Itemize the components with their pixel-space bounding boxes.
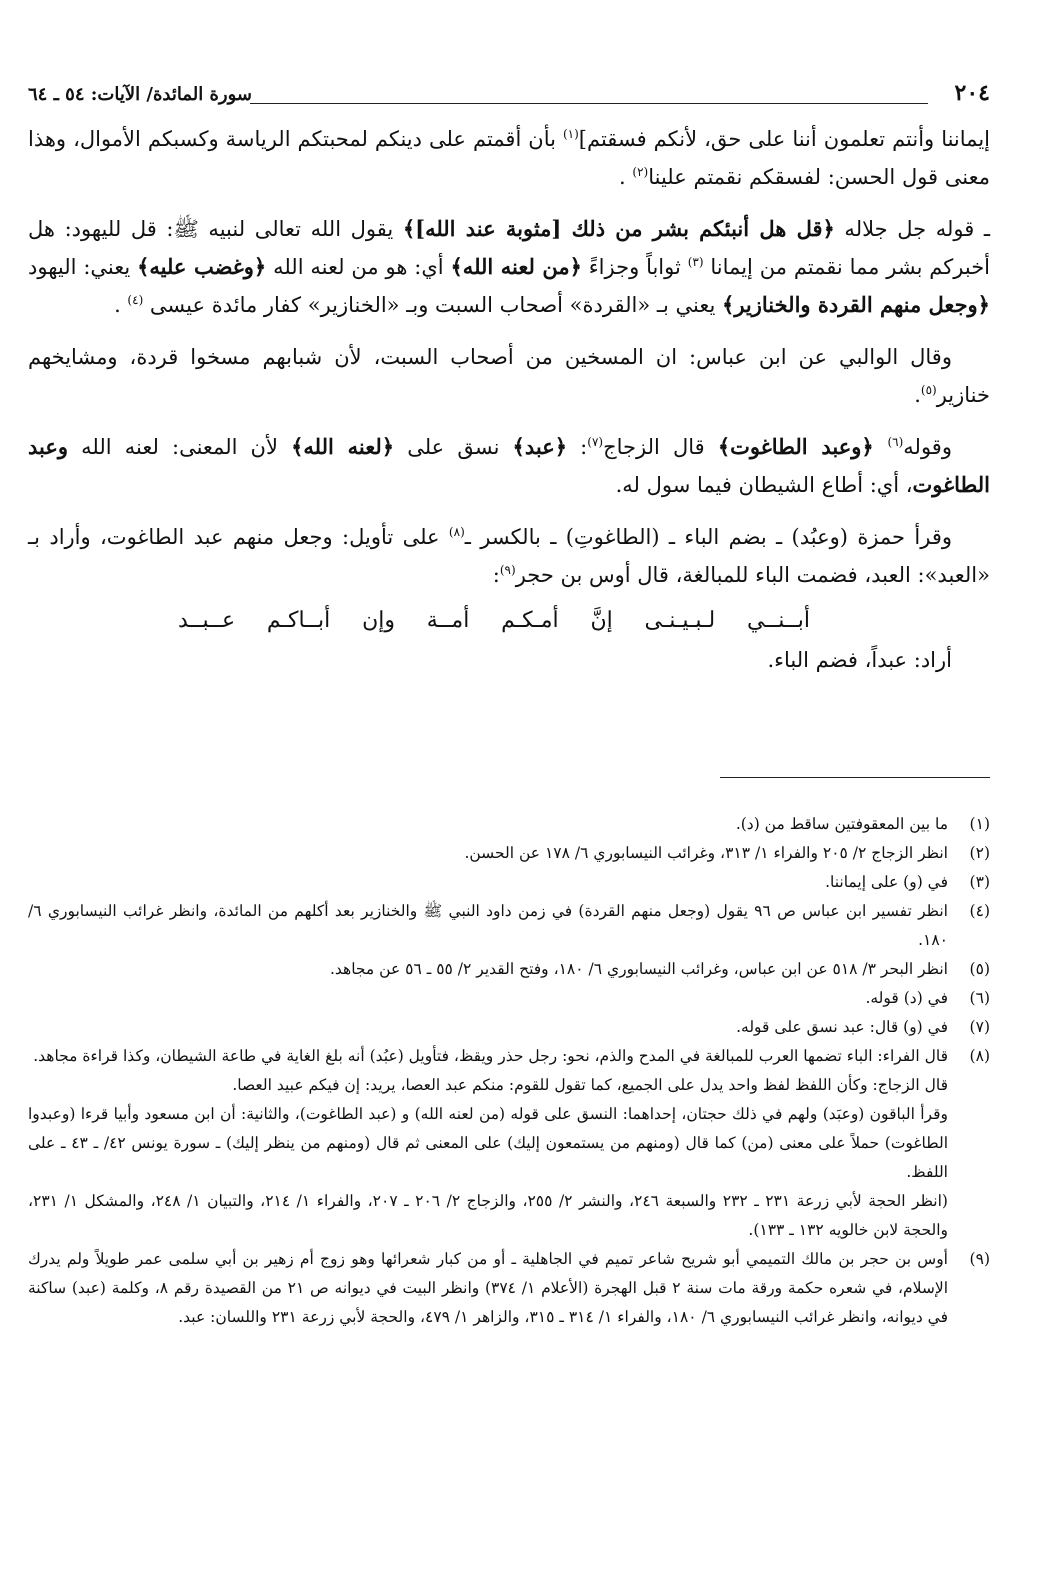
p1-text-a: إيماننا وأنتم تعلمون أننا على حق، لأنكم فسقتم] — [578, 127, 990, 151]
footnote-8-zajjaj: قال الزجاج: وكأن اللفظ لفظ واحد يدل على الجميع، كما تقول للقوم: منكم عبد العصا، يريد: إن فيكم عبيد العصا. — [232, 1076, 948, 1094]
footnote-text: في (و) قال: عبد نسق على قوله. — [736, 1018, 948, 1036]
paragraph-4 — [28, 428, 990, 504]
page-header — [28, 70, 990, 106]
footnote-2 — [28, 839, 990, 868]
p4-t1: وقوله — [903, 435, 952, 459]
footnote-text: انظر الزجاج ٢/ ٢٠٥ والفراء ١/ ٣١٣، وغرائب النيسابوري ٦/ ١٧٨ عن الحسن. — [464, 844, 948, 862]
paragraph-1 — [28, 120, 990, 196]
footnote-number: (٤) — [969, 902, 990, 920]
footnote-text: انظر تفسير ابن عباس ص ٩٦ يقول (وجعل منهم القردة) في زمن داود النبي ﷺ والخنازير بعد أكلهم من المائدة، وانظر غرائب النيسابوري ٦/ ١٨٠. — [28, 902, 948, 949]
surah-title: سورة المائدة/ الآيات: ٥٤ ـ ٦٤ — [28, 84, 252, 105]
footnote-separator — [720, 777, 990, 778]
footnote-text: انظر البحر ٣/ ٥١٨ عن ابن عباس، وغرائب النيسابوري ٦/ ١٨٠، وفتح القدير ٢/ ٥٥ ـ ٥٦ عن مجاهد. — [329, 960, 948, 978]
quran-quote-2: ﴿من لعنه الله﴾ — [450, 254, 582, 279]
footnote-8-readings: وقرأ الباقون (وعبَد) ولهم في ذلك حجتان، إحداهما: النسق على قوله (من لعنه الله) و (عبد الطاغوت)، والثانية: أن ابن مسعود وأبيا قرءا (وعبدوا الطاغوت) حملاً على معنى (من) كما قال (ومنهم من يستمعون إليك) على المعنى ثم قال (ومنهم من ينظر إليك) ـ سورة يونس ٤٢/ ـ ٤٣ ـ على اللفظ. — [28, 1105, 948, 1181]
verse-word: لـبـيـنـى — [644, 608, 716, 633]
footnote-text: ما بين المعقوفتين ساقط من (د). — [735, 815, 948, 833]
p4-t4: نسق على — [394, 435, 513, 459]
p2-t2: يقول الله تعالى لنبيه ﷺ: قل لليهود: هل أخبركم بشر مما نقمتم من إيمانا — [28, 217, 991, 279]
footnote-3 — [28, 868, 990, 897]
footnote-ref-9[interactable]: (٩) — [499, 563, 516, 577]
footnote-ref-2[interactable]: (٢) — [632, 165, 649, 179]
footnote-ref-5[interactable]: (٥) — [920, 383, 937, 397]
p4-t2: قال الزجاج — [603, 435, 718, 459]
footnote-number: (١) — [969, 815, 990, 833]
page-number: ٢٠٤ — [954, 80, 990, 106]
verse-word: أمـكـم — [501, 608, 559, 633]
p2-t6: يعني بـ «القردة» أصحاب السبت وبـ «الخنازير» كفار مائدة عيسى — [143, 293, 723, 317]
p2-t5: يعني: اليهود — [28, 255, 138, 279]
quran-quote-4: ﴿وجعل منهم القردة والخنازير﴾ — [722, 292, 990, 317]
verse-word: أمــة — [426, 608, 470, 633]
footnote-text: قال الفراء: الباء تضمها العرب للمبالغة في المدح والذم، نحو: رجل حذر ويقظ، فتأويل (عبُد) أنه بلغ الغاية في طاعة الشيطان، وكذا قراءة مجاهد. — [33, 1047, 948, 1065]
verse-word: أبــاكـم — [266, 608, 331, 633]
verse-word: عــبــد — [178, 608, 236, 633]
p2-t3: ثواباً وجزاءً — [581, 255, 688, 279]
footnote-number: (٩) — [969, 1250, 990, 1268]
p4-t5: لأن المعنى: لعنه الله — [68, 435, 292, 459]
quran-quote-3: ﴿وغضب عليه﴾ — [137, 254, 267, 279]
footnote-9 — [28, 1245, 990, 1332]
p4-t6: ، أي: أطاع الشيطان فيما سول له. — [615, 473, 913, 497]
quran-quote-5: ﴿وعبد الطاغوت﴾ — [717, 434, 888, 459]
footnote-number: (٨) — [969, 1047, 990, 1065]
footnote-7 — [28, 1013, 990, 1042]
footnotes — [28, 810, 990, 1332]
verse-word: وإن — [362, 608, 395, 633]
paragraph-2 — [28, 210, 990, 324]
p4-t3: : — [567, 435, 588, 459]
quran-quote-7: ﴿لعنه الله﴾ — [291, 434, 395, 459]
quran-quote-6: ﴿عبد﴾ — [512, 434, 568, 459]
p1-text-c: . — [619, 165, 633, 189]
quran-quote-1: ﴿قل هل أنبئكم بشر من ذلك [مثوبة عند الله]﴾ — [402, 216, 835, 241]
footnote-8-refs: (انظر الحجة لأبي زرعة ٢٣١ ـ ٢٣٢ والسبعة ٢٤٦، والنشر ٢/ ٢٥٥، والزجاج ٢/ ٢٠٦ ـ ٢٠٧، والفراء ١/ ٢١٤، والتبيان ١/ ٢٤٨، والمشكل ١/ ٢٣١، والحجة لابن خالويه ١٣٢ ـ ١٣٣). — [28, 1192, 948, 1239]
p5-t1: وقرأ حمزة (وعبُد) ـ بضم الباء ـ (الطاغوتِ) ـ بالكسر ـ — [464, 525, 952, 549]
footnote-text: في (و) على إيماننا. — [825, 873, 948, 891]
footnote-6 — [28, 984, 990, 1013]
p1-text-b: بأن أقمتم على دينكم لمحبتكم الرياسة وكسبكم الأموال، وهذا معنى قول الحسن: لفسقكم نقمتم علينا — [28, 127, 990, 189]
bold-phrase: وعبد الطاغوت — [28, 434, 990, 497]
footnote-text: أوس بن حجر بن مالك التميمي أبو شريح شاعر تميم في الجاهلية ـ أو من كبار شعرائها وهو زوج أم زهير بن أبي سلمى عمر طويلاً ولم يدرك الإسلام، في شعره حكمة ورقة مات سنة ٢ قبل الهجرة (الأعلام ١/ ٣٧٤) وانظر البيت في ديوانه ص ٢١ من القصيدة رقم ٨، وكلمة (عبد) ساكنة في ديوانه، وانظر غرائب النيسابوري ٦/ ١٨٠، والفراء ١/ ٣١٤ ـ ٣١٥، والزاهر ١/ ٤٧٩، والحجة لأبي زرعة ٢٣١ واللسان: عبد. — [28, 1250, 948, 1326]
paragraph-6: أراد: عبداً، فضم الباء. — [767, 648, 952, 672]
footnote-ref-1[interactable]: (١) — [562, 127, 579, 141]
paragraph-3 — [28, 338, 990, 414]
footnote-number: (٧) — [969, 1018, 990, 1036]
poetry-verse — [178, 608, 810, 633]
main-text — [28, 120, 990, 679]
footnote-1 — [28, 810, 990, 839]
p3-t2: . — [914, 383, 921, 407]
p2-t1: ـ قوله جل جلاله — [834, 217, 991, 241]
p5-t2: على تأويل: وجعل منهم عبد الطاغوت، وأراد بـ «العبد»: العبد، فضمت الباء للمبالغة، قال أوس بن حجر — [28, 525, 990, 587]
footnote-5 — [28, 955, 990, 984]
footnote-number: (٦) — [969, 989, 990, 1007]
footnote-number: (٥) — [969, 960, 990, 978]
p2-t4: أي: هو من لعنه الله — [266, 255, 451, 279]
footnote-number: (٢) — [969, 844, 990, 862]
footnote-ref-8[interactable]: (٨) — [448, 525, 465, 539]
footnote-number: (٣) — [969, 873, 990, 891]
footnote-ref-6[interactable]: (٦) — [887, 435, 904, 449]
footnote-ref-7[interactable]: (٧) — [587, 435, 604, 449]
paragraph-5 — [28, 518, 990, 594]
footnote-ref-4[interactable]: (٤) — [127, 293, 144, 307]
footnote-ref-3[interactable]: (٣) — [687, 255, 704, 269]
page — [28, 70, 991, 1326]
verse-word: إنَّ — [590, 608, 613, 633]
p2-t7: . — [114, 293, 128, 317]
footnote-8 — [28, 1042, 990, 1071]
p3-t1: وقال الوالبي عن ابن عباس: ان المسخين من أصحاب السبت، لأن شبابهم مسخوا قردة، ومشايخهم خنازير — [28, 345, 990, 407]
footnote-text: في (د) قوله. — [865, 989, 948, 1007]
verse-word: أبــنــي — [747, 608, 810, 633]
p5-t3: : — [492, 563, 500, 587]
footnote-4 — [28, 897, 990, 955]
header-rule — [250, 103, 928, 104]
